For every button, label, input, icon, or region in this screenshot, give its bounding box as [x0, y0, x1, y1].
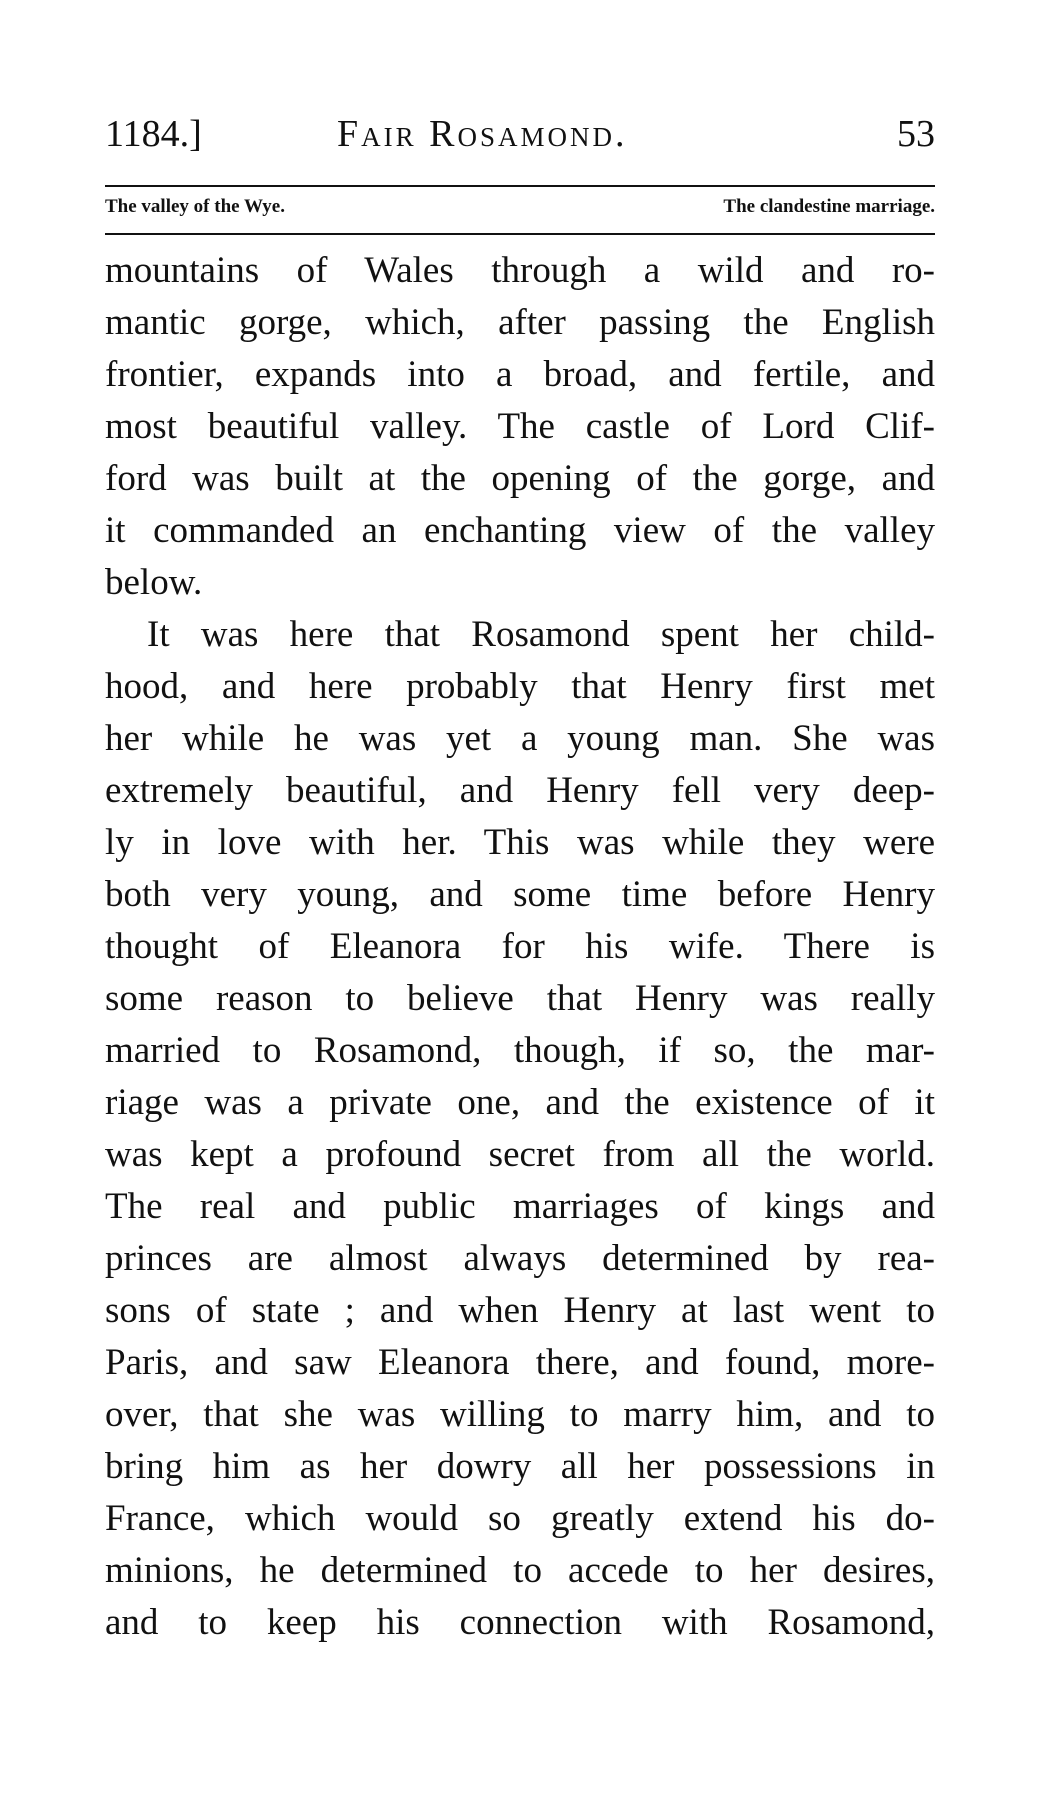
body-text: [105, 245, 935, 1649]
text-line: over, that she was willing to marry him, and to: [105, 1394, 935, 1435]
text-line: ford was built at the opening of the gorge, and: [105, 458, 935, 499]
text-line: Paris, and saw Eleanora there, and found, more-: [105, 1342, 935, 1383]
running-header: [105, 112, 935, 172]
text-line: riage was a private one, and the existence of it: [105, 1082, 935, 1123]
page-number: 53: [897, 113, 935, 155]
text-line: The real and public marriages of kings and: [105, 1186, 935, 1227]
text-line: her while he was yet a young man. She was: [105, 718, 935, 759]
sidenote-bar: [105, 196, 935, 226]
text-line: some reason to believe that Henry was really: [105, 978, 935, 1019]
text-line: both very young, and some time before Henry: [105, 874, 935, 915]
header-title: Fair Rosamond.: [337, 113, 628, 155]
text-line: It was here that Rosamond spent her child-: [147, 614, 935, 655]
text-line: was kept a profound secret from all the world.: [105, 1134, 935, 1175]
header-year: 1184.]: [105, 113, 202, 155]
text-line: below.: [105, 562, 203, 603]
text-line: thought of Eleanora for his wife. There is: [105, 926, 935, 967]
text-line: mantic gorge, which, after passing the English: [105, 302, 935, 343]
text-line: hood, and here probably that Henry first met: [105, 666, 935, 707]
sidenote-left: The valley of the Wye.: [105, 196, 285, 217]
sidenote-rule: [105, 233, 935, 235]
text-line: princes are almost always determined by rea-: [105, 1238, 935, 1279]
sidenote-right: The clandestine marriage.: [723, 196, 935, 217]
header-rule: [105, 185, 935, 187]
text-line: ly in love with her. This was while they were: [105, 822, 935, 863]
text-line: mountains of Wales through a wild and ro-: [105, 250, 935, 291]
text-line: married to Rosamond, though, if so, the mar-: [105, 1030, 935, 1071]
text-line: bring him as her dowry all her possessions in: [105, 1446, 935, 1487]
text-line: most beautiful valley. The castle of Lord Clif-: [105, 406, 935, 447]
text-line: sons of state ; and when Henry at last went to: [105, 1290, 935, 1331]
text-line: extremely beautiful, and Henry fell very deep-: [105, 770, 935, 811]
text-line: minions, he determined to accede to her desires,: [105, 1550, 935, 1591]
text-line: France, which would so greatly extend his do-: [105, 1498, 935, 1539]
text-line: frontier, expands into a broad, and fertile, and: [105, 354, 935, 395]
text-line: and to keep his connection with Rosamond,: [105, 1602, 935, 1643]
text-line: it commanded an enchanting view of the valley: [105, 510, 935, 551]
